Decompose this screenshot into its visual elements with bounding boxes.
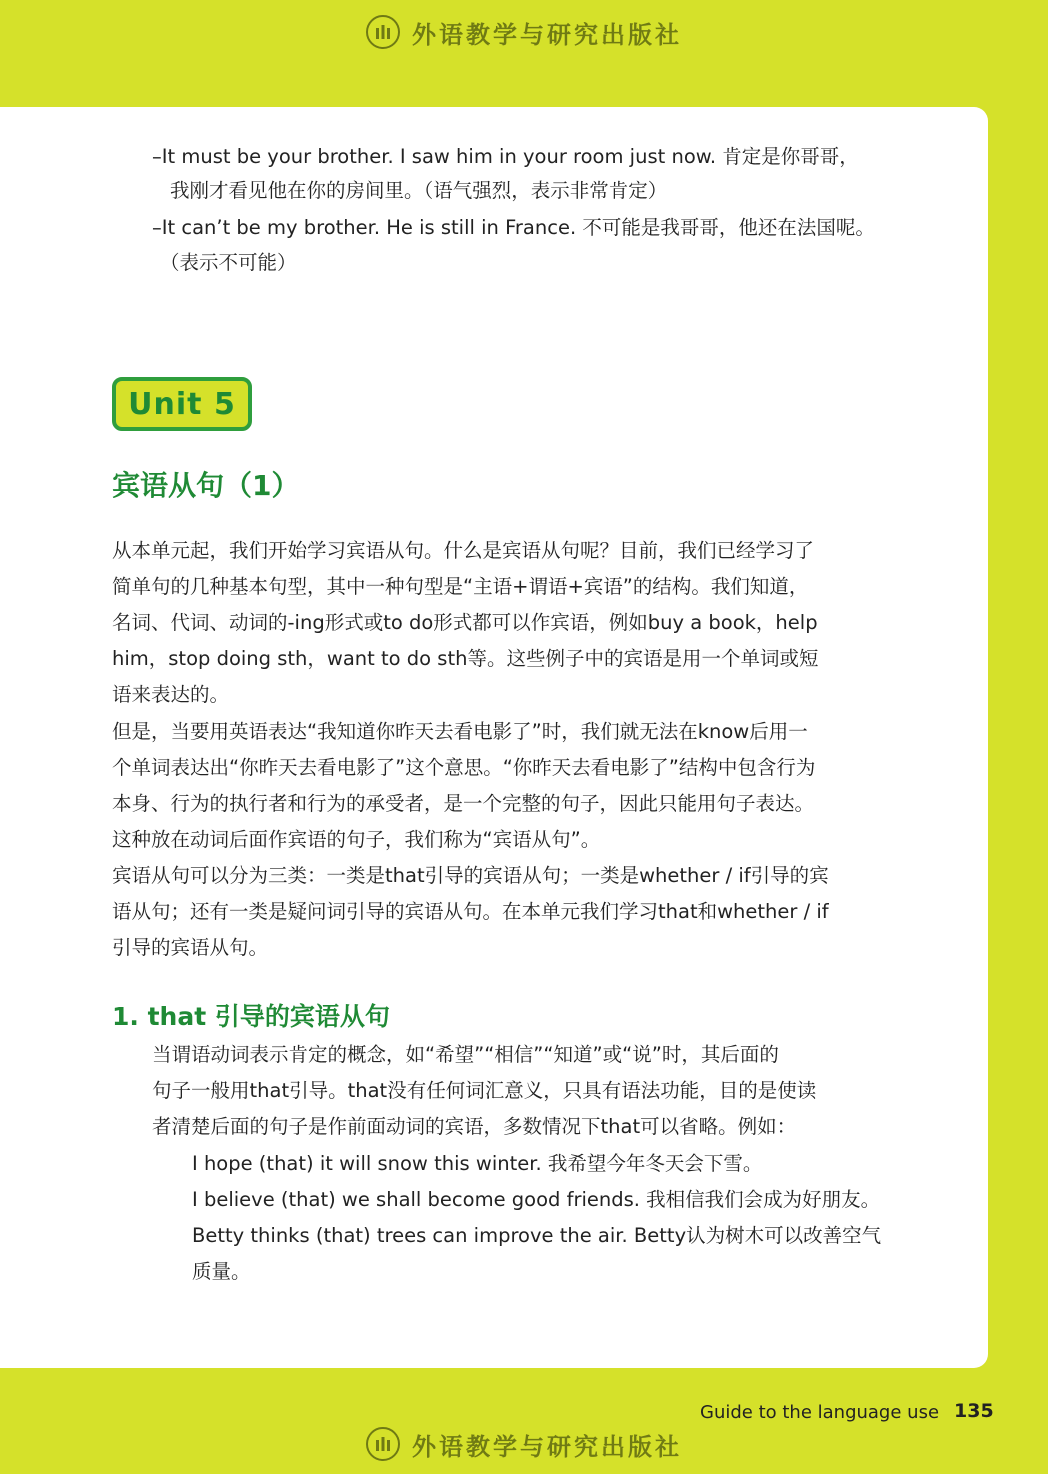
subsection-line: 当谓语动词表示肯定的概念，如“希望”“相信”“知道”或“说”时，其后面的	[152, 1043, 779, 1066]
publisher-name: 外语教学与研究出版社	[412, 20, 682, 49]
subsection-line: 者清楚后面的句子是作前面动词的宾语，多数情况下that可以省略。例如：	[152, 1115, 797, 1138]
example-line: 质量。	[192, 1260, 251, 1283]
intro-line: 简单句的几种基本句型，其中一种句型是“主语+谓语+宾语”的结构。我们知道，	[112, 575, 809, 598]
dialog-line: 我刚才看见他在你的房间里。（语气强烈，表示非常肯定）	[170, 179, 668, 202]
intro-line: 引导的宾语从句。	[112, 936, 269, 959]
intro-line: 名词、代词、动词的-ing形式或to do形式都可以作宾语，例如buy a book，help	[112, 611, 818, 634]
intro-line: 语来表达的。	[112, 683, 230, 706]
subsection-title: 1. that 引导的宾语从句	[112, 1002, 390, 1031]
publisher-footer	[0, 1424, 1048, 1464]
content-card	[0, 107, 988, 1368]
intro-line: 这种放在动词后面作宾语的句子，我们称为“宾语从句”。	[112, 828, 601, 851]
unit-badge: Unit 5	[112, 377, 252, 431]
publisher-name: 外语教学与研究出版社	[412, 1432, 682, 1461]
intro-line: 语从句；还有一类是疑问词引导的宾语从句。在本单元我们学习that和whether / if	[112, 900, 829, 923]
intro-line: 从本单元起，我们开始学习宾语从句。什么是宾语从句呢？目前，我们已经学习了	[112, 539, 815, 562]
example-line: I believe (that) we shall become good friends. 我相信我们会成为好朋友。	[192, 1188, 881, 1211]
publisher-logo-icon	[366, 15, 400, 49]
section-title: 宾语从句（1）	[112, 469, 300, 502]
dialog-line: –It can’t be my brother. He is still in France. 不可能是我哥哥，他还在法国呢。	[152, 216, 875, 239]
dialog-line: （表示不可能）	[160, 251, 297, 274]
example-line: Betty thinks (that) trees can improve the air. Betty认为树木可以改善空气	[192, 1224, 882, 1247]
intro-line: 但是，当要用英语表达“我知道你昨天去看电影了”时，我们就无法在know后用一	[112, 720, 808, 743]
intro-line: him，stop doing sth，want to do sth等。这些例子中的宾语是用一个单词或短	[112, 647, 819, 670]
intro-line: 本身、行为的执行者和行为的承受者，是一个完整的句子，因此只能用句子表达。	[112, 792, 815, 815]
footer-label: Guide to the language use	[700, 1402, 940, 1423]
intro-line: 宾语从句可以分为三类：一类是that引导的宾语从句；一类是whether / if引导的宾	[112, 864, 829, 887]
page-number: 135	[954, 1400, 994, 1422]
subsection-line: 句子一般用that引导。that没有任何词汇意义，只具有语法功能，目的是使读	[152, 1079, 817, 1102]
publisher-header	[0, 12, 1048, 52]
intro-line: 个单词表达出“你昨天去看电影了”这个意思。“你昨天去看电影了”结构中包含行为	[112, 756, 816, 779]
publisher-logo-icon	[366, 1427, 400, 1461]
dialog-line: –It must be your brother. I saw him in your room just now. 肯定是你哥哥，	[152, 145, 859, 168]
example-line: I hope (that) it will snow this winter. 我希望今年冬天会下雪。	[192, 1152, 763, 1175]
